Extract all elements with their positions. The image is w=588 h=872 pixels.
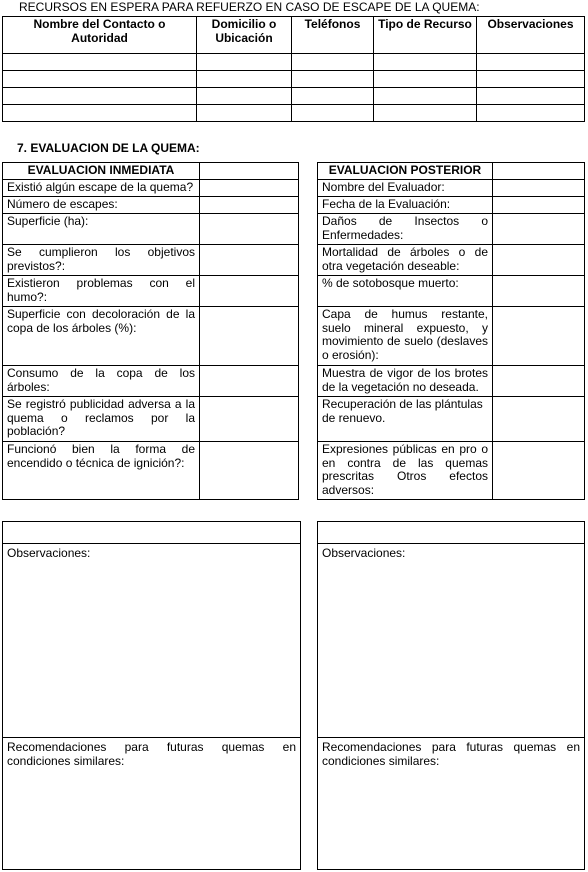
- answer-cell[interactable]: [493, 163, 585, 180]
- answer-cell[interactable]: [493, 397, 585, 442]
- column-header-resource-type: Tipo de Recurso: [374, 17, 477, 54]
- table-cell[interactable]: [197, 71, 292, 88]
- question-label: Expresiones públicas en pro o en contra de las quemas prescritas Otros efectos adversos:: [318, 442, 493, 500]
- answer-cell[interactable]: [493, 366, 585, 397]
- answer-cell[interactable]: [200, 307, 299, 366]
- answer-cell[interactable]: [493, 307, 585, 366]
- table-cell[interactable]: [292, 88, 374, 105]
- answer-cell[interactable]: [493, 214, 585, 245]
- column-header-contact: Nombre del Contacto o Autoridad: [3, 17, 197, 54]
- question-label: Recuperación de las plántulas de renuevo.: [318, 397, 493, 442]
- table-cell[interactable]: [292, 54, 374, 71]
- posterior-header: EVALUACION POSTERIOR: [318, 163, 493, 180]
- table-cell[interactable]: [3, 88, 197, 105]
- question-label: Existió algún escape de la quema?: [3, 180, 200, 197]
- table-row: [3, 54, 585, 71]
- question-label: Superficie con decoloración de la copa de los árboles (%):: [3, 307, 200, 366]
- table-cell[interactable]: [477, 105, 585, 122]
- recommendations-field[interactable]: [3, 738, 301, 870]
- recommendations-label: Recomendaciones para futuras quemas en condiciones similares:: [322, 740, 580, 768]
- resources-heading: RECURSOS EN ESPERA PARA REFUERZO EN CASO DE ESCAPE DE LA QUEMA:: [19, 0, 480, 14]
- table-cell[interactable]: [3, 105, 197, 122]
- question-label: Superficie (ha):: [3, 214, 200, 245]
- immediate-evaluation-table: [2, 162, 299, 500]
- observations-field[interactable]: [3, 544, 301, 738]
- table-row: [3, 88, 585, 105]
- answer-cell[interactable]: [493, 180, 585, 197]
- answer-cell[interactable]: [493, 197, 585, 214]
- table-row: [3, 105, 585, 122]
- question-label: Existieron problemas con el humo?:: [3, 276, 200, 307]
- table-cell[interactable]: [374, 88, 477, 105]
- answer-cell[interactable]: [200, 180, 299, 197]
- table-cell[interactable]: [292, 71, 374, 88]
- question-label: Consumo de la copa de los árboles:: [3, 366, 200, 397]
- table-cell[interactable]: [3, 54, 197, 71]
- table-cell[interactable]: [292, 105, 374, 122]
- question-label: % de sotobosque muerto:: [318, 276, 493, 307]
- question-label: Fecha de la Evaluación:: [318, 197, 493, 214]
- notes-box-posterior: [317, 521, 585, 870]
- recommendations-label: Recomendaciones para futuras quemas en condiciones similares:: [7, 740, 296, 768]
- notes-header-cell[interactable]: [318, 522, 585, 544]
- table-cell[interactable]: [477, 71, 585, 88]
- question-label: Capa de humus restante, suelo mineral expuesto, y movimiento de suelo (deslaves o erosión):: [318, 307, 493, 366]
- section-title: 7. EVALUACION DE LA QUEMA:: [17, 141, 200, 155]
- table-cell[interactable]: [374, 54, 477, 71]
- answer-cell[interactable]: [200, 197, 299, 214]
- observations-label: Observaciones:: [7, 546, 91, 560]
- observations-field[interactable]: [318, 544, 585, 738]
- table-cell[interactable]: [197, 54, 292, 71]
- question-label: Nombre del Evaluador:: [318, 180, 493, 197]
- answer-cell[interactable]: [493, 245, 585, 276]
- table-cell[interactable]: [197, 105, 292, 122]
- immediate-header: EVALUACION INMEDIATA: [3, 163, 200, 180]
- table-row: [3, 71, 585, 88]
- column-header-observations: Observaciones: [477, 17, 585, 54]
- table-cell[interactable]: [477, 88, 585, 105]
- question-label: Muestra de vigor de los brotes de la vegetación no deseada.: [318, 366, 493, 397]
- answer-cell[interactable]: [200, 442, 299, 500]
- table-cell[interactable]: [197, 88, 292, 105]
- answer-cell[interactable]: [200, 245, 299, 276]
- posterior-evaluation-table: [317, 162, 585, 500]
- question-label: Mortalidad de árboles o de otra vegetación deseable:: [318, 245, 493, 276]
- recommendations-field[interactable]: [318, 738, 585, 870]
- resources-table: [2, 16, 585, 122]
- question-label: Número de escapes:: [3, 197, 200, 214]
- answer-cell[interactable]: [200, 366, 299, 397]
- table-cell[interactable]: [3, 71, 197, 88]
- question-label: Se cumplieron los objetivos previstos?:: [3, 245, 200, 276]
- column-header-phones: Teléfonos: [292, 17, 374, 54]
- answer-cell[interactable]: [200, 397, 299, 442]
- question-label: Funcionó bien la forma de encendido o técnica de ignición?:: [3, 442, 200, 500]
- table-cell[interactable]: [374, 71, 477, 88]
- answer-cell[interactable]: [200, 214, 299, 245]
- column-header-address: Domicilio o Ubicación: [197, 17, 292, 54]
- table-cell[interactable]: [374, 105, 477, 122]
- answer-cell[interactable]: [493, 442, 585, 500]
- notes-header-cell[interactable]: [3, 522, 301, 544]
- answer-cell[interactable]: [493, 276, 585, 307]
- notes-box-immediate: [2, 521, 301, 870]
- answer-cell[interactable]: [200, 276, 299, 307]
- table-cell[interactable]: [477, 54, 585, 71]
- observations-label: Observaciones:: [322, 546, 406, 560]
- question-label: Se registró publicidad adversa a la quema o reclamos por la población?: [3, 397, 200, 442]
- question-label: Daños de Insectos o Enfermedades:: [318, 214, 493, 245]
- answer-cell[interactable]: [200, 163, 299, 180]
